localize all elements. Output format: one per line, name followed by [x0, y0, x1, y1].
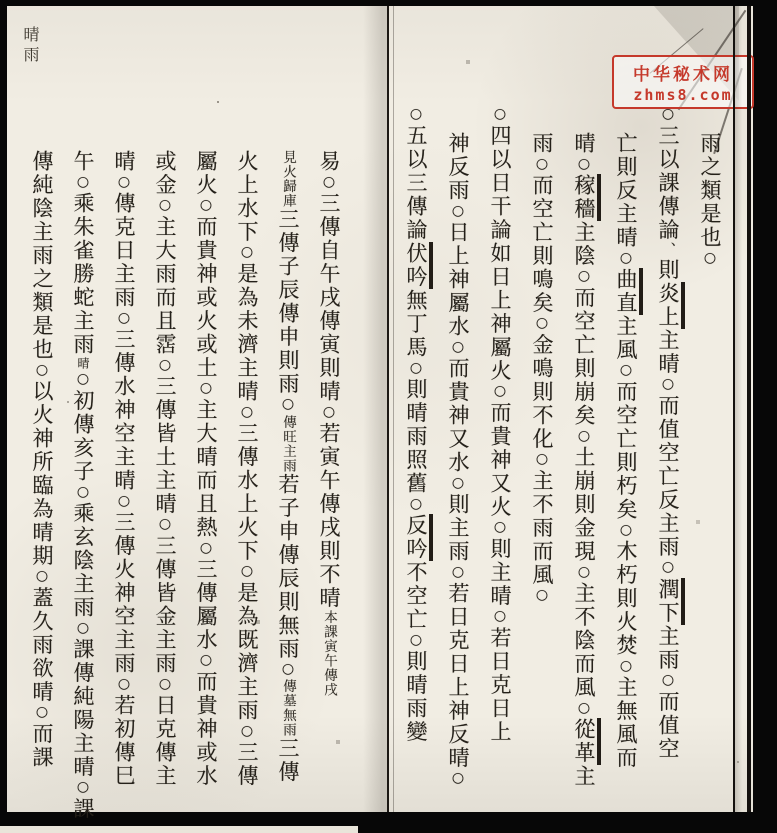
punctuation-circle: ○ — [239, 244, 255, 263]
punctuation-circle: 、 — [660, 242, 676, 259]
punctuation-circle: ○ — [492, 519, 508, 538]
punctuation-circle: ○ — [198, 539, 214, 558]
punctuation-circle: ○ — [116, 173, 132, 192]
punctuation-circle: ○ — [321, 403, 337, 422]
text-column — [185, 124, 226, 816]
column-text: ○初傳亥子○乘玄陰主雨○課傳純陽主晴○課 — [71, 371, 95, 821]
column-text: 主晴○而值空亡反主雨○ — [656, 329, 680, 578]
column-text: 主 — [572, 765, 596, 789]
emphasized-term: 伏吟 — [404, 242, 433, 289]
punctuation-circle: ○ — [34, 361, 50, 380]
column-text: 傳純陰主雨之類是也○以火神所臨為晴期○蓋久雨欲晴○而課 — [30, 150, 54, 770]
center-fold-line — [363, 6, 389, 812]
punctuation-circle: ○ — [75, 173, 91, 192]
punctuation-circle: ○ — [321, 173, 337, 192]
correction-char: 晴 — [76, 356, 90, 371]
punctuation-circle: ○ — [618, 249, 634, 268]
punctuation-circle: ○ — [239, 403, 255, 422]
emphasized-term: 稼穡 — [572, 174, 601, 221]
text-column — [395, 106, 437, 810]
emphasized-term: 曲直 — [614, 268, 643, 315]
column-text: 屬火○而貴神或火或土○主大晴而且熱○三傳屬水○而貴神或水 — [194, 150, 218, 788]
punctuation-circle: ○ — [450, 474, 466, 493]
column-text: 雨○而空亡則鳴矣○金鳴則不化○主不雨而風○ — [530, 132, 554, 606]
left-page-text — [15, 124, 349, 821]
text-column — [437, 106, 479, 810]
column-text: ○三以課傳論、則 — [656, 106, 680, 282]
text-column — [103, 124, 144, 816]
punctuation-circle: ○ — [408, 359, 424, 378]
punctuation-circle: ○ — [239, 722, 255, 741]
annotation-gloss: 見火歸庫 — [280, 150, 296, 208]
punctuation-circle: ○ — [116, 309, 132, 328]
emphasized-term: 反吟 — [404, 514, 433, 561]
right-page-text — [393, 106, 731, 810]
column-text: ○五以三傳論 — [404, 106, 428, 242]
punctuation-circle: ○ — [618, 521, 634, 540]
punctuation-circle: ○ — [660, 376, 676, 395]
punctuation-circle: ○ — [450, 338, 466, 357]
punctuation-circle: ○ — [157, 675, 173, 694]
punctuation-circle: ○ — [450, 563, 466, 582]
column-text: 主風○而空亡則朽矣○木朽則火焚○主無風而 — [614, 315, 638, 770]
punctuation-circle: ○ — [75, 371, 91, 390]
annotation-gloss: 傳墓無雨 — [280, 679, 296, 737]
punctuation-circle: ○ — [198, 652, 214, 671]
punctuation-circle: ○ — [702, 249, 718, 268]
punctuation-circle: ○ — [280, 396, 296, 415]
column-text: 午○乘朱雀勝蛇主雨 — [71, 150, 95, 357]
punctuation-circle: ○ — [157, 516, 173, 535]
punctuation-circle: ○ — [492, 383, 508, 402]
punctuation-circle: ○ — [576, 268, 592, 287]
column-text: 火上水下○是為未濟主晴○三傳水上火下○是為既濟主雨○三傳 — [235, 150, 259, 788]
text-column — [62, 124, 103, 821]
punctuation-circle: ○ — [534, 155, 550, 174]
text-column — [144, 124, 185, 816]
punctuation-circle: ○ — [450, 202, 466, 221]
punctuation-circle: ○ — [576, 699, 592, 718]
column-text: ○四以日干論如日上神屬火○而貴神又火○則主晴○若日克日上 — [488, 106, 512, 744]
text-column — [521, 106, 563, 810]
punctuation-circle: ○ — [408, 106, 424, 125]
column-text: 若子申傳辰則無雨○ — [276, 472, 300, 679]
column-text: 神反雨○日上神屬水○而貴神又水○則主雨○若日克日上神反晴○ — [446, 132, 470, 789]
punctuation-circle: ○ — [157, 197, 173, 216]
punctuation-circle: ○ — [660, 671, 676, 690]
punctuation-circle: ○ — [198, 380, 214, 399]
column-text: 不空亡○則晴雨變 — [404, 561, 428, 744]
punctuation-circle: ○ — [450, 770, 466, 789]
emphasized-term: 炎上 — [656, 282, 685, 329]
punctuation-circle: ○ — [239, 563, 255, 582]
text-column — [689, 106, 731, 810]
watermark-site-name: 中华秘术网 — [633, 65, 733, 84]
punctuation-circle: ○ — [660, 106, 676, 125]
column-text: 主雨○而值空 — [656, 624, 680, 761]
watermark-url: zhms8.com — [633, 86, 733, 104]
punctuation-circle: ○ — [492, 608, 508, 627]
punctuation-circle: ○ — [75, 483, 91, 502]
emphasized-term: 從革 — [572, 718, 601, 765]
punctuation-circle: ○ — [618, 362, 634, 381]
text-column — [21, 124, 62, 816]
chapter-corner-label: 晴雨 — [21, 26, 40, 66]
column-text: 亡則反主晴○ — [614, 132, 638, 268]
text-column — [563, 106, 605, 810]
emphasized-term: 潤下 — [656, 578, 685, 625]
punctuation-circle: ○ — [75, 779, 91, 798]
punctuation-circle: ○ — [618, 657, 634, 676]
column-text: 易○三傳自午戌傳寅則晴○若寅午傳戌則不晴 — [317, 150, 341, 610]
punctuation-circle: ○ — [34, 704, 50, 723]
paper-specks — [217, 101, 219, 103]
scanbed-edge — [0, 826, 358, 833]
annotation-gloss: 本課寅午傳戌 — [321, 610, 337, 697]
punctuation-circle: ○ — [576, 427, 592, 446]
punctuation-circle: ○ — [198, 197, 214, 216]
punctuation-circle: ○ — [534, 315, 550, 334]
punctuation-circle: ○ — [75, 619, 91, 638]
column-text: 三傳 — [276, 737, 300, 784]
punctuation-circle: ○ — [280, 660, 296, 679]
column-text: 或金○主大雨而且霑○三傳皆土主晴○三傳皆金主雨○日克傳主 — [153, 150, 177, 788]
text-column — [226, 124, 267, 816]
punctuation-circle: ○ — [157, 356, 173, 375]
text-column — [479, 106, 521, 810]
text-column — [267, 124, 308, 816]
column-text: 無丁馬○則晴雨照舊○ — [404, 289, 428, 514]
punctuation-circle: ○ — [116, 675, 132, 694]
punctuation-circle: ○ — [534, 451, 550, 470]
column-text: 雨之類是也○ — [698, 132, 722, 268]
column-text: 晴○傳克日主雨○三傳水神空主晴○三傳火神空主雨○若初傳巳 — [112, 150, 136, 788]
punctuation-circle: ○ — [660, 559, 676, 578]
page-frame-double-rule — [733, 6, 751, 812]
column-text: 三傳子辰傳申則雨○ — [276, 208, 300, 415]
punctuation-circle: ○ — [492, 106, 508, 125]
text-column — [308, 124, 349, 816]
punctuation-circle: ○ — [116, 492, 132, 511]
text-column — [605, 106, 647, 810]
punctuation-circle: ○ — [408, 495, 424, 514]
punctuation-circle: ○ — [576, 563, 592, 582]
column-text: 晴○ — [572, 132, 596, 174]
punctuation-circle: ○ — [408, 631, 424, 650]
paper-sheet — [7, 6, 753, 821]
annotation-gloss: 傳旺主雨 — [280, 414, 296, 473]
text-column — [647, 106, 689, 810]
column-text: 主陰○而空亡則崩矣○土崩則金現○主不陰而風○ — [572, 221, 596, 718]
punctuation-circle: ○ — [34, 568, 50, 587]
punctuation-circle: ○ — [576, 155, 592, 174]
punctuation-circle: ○ — [534, 587, 550, 606]
